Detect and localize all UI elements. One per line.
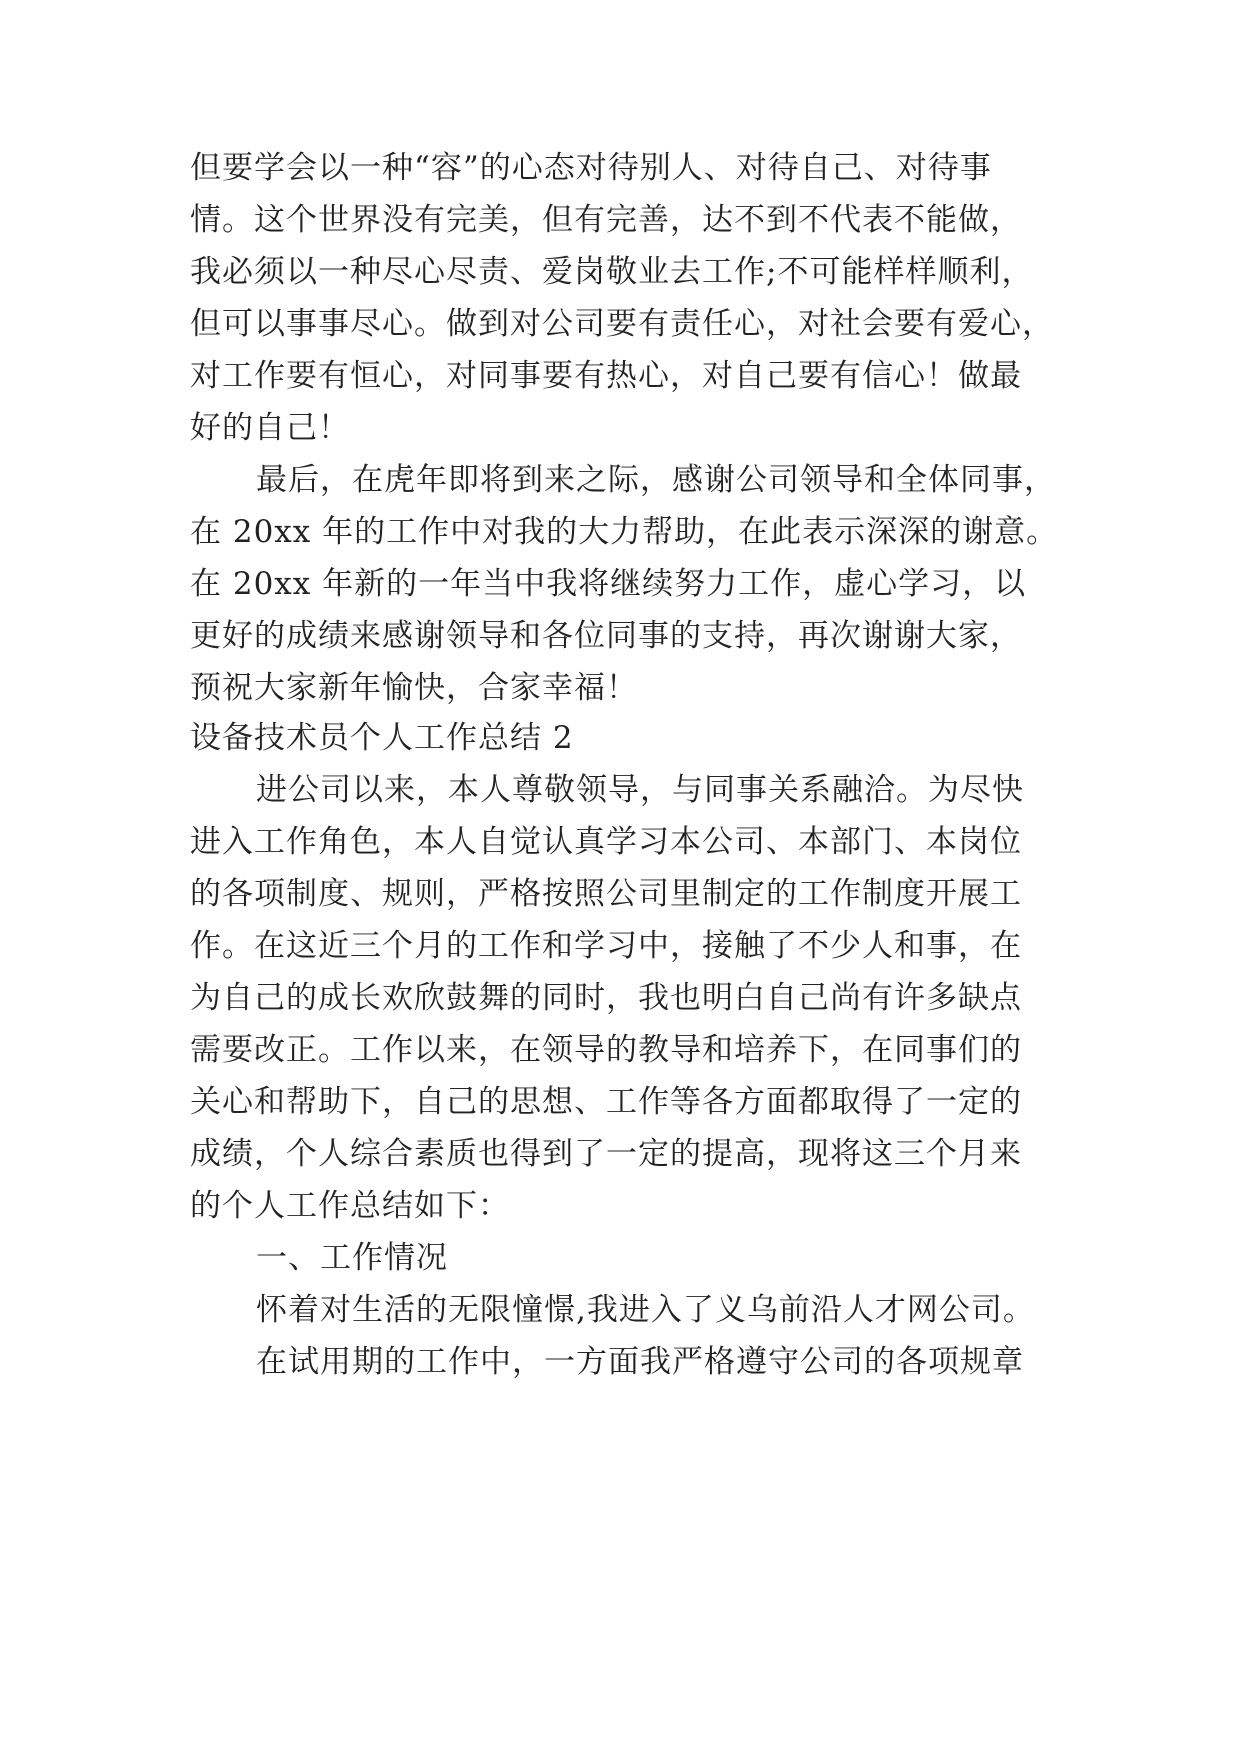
text-line: 好的自己！ xyxy=(190,410,350,446)
text-line: 需要改正。工作以来，在领导的教导和培养下，在同事们的 xyxy=(190,1032,1022,1068)
text-line: 更好的成绩来感谢领导和各位同事的支持，再次谢谢大家， xyxy=(190,618,1022,654)
text-line: 但要学会以一种“容”的心态对待别人、对待自己、对待事 xyxy=(190,150,992,186)
text-line: 我必须以一种尽心尽责、爱岗敬业去工作;不可能样样顺利， xyxy=(190,254,1034,290)
text-line: 在 20xx 年新的一年当中我将继续努力工作，虚心学习，以 xyxy=(190,566,1027,602)
text-line: 成绩，个人综合素质也得到了一定的提高，现将这三个月来 xyxy=(190,1136,1022,1172)
text-line: 的个人工作总结如下： xyxy=(190,1188,510,1224)
text-line: 预祝大家新年愉快，合家幸福！ xyxy=(190,670,638,706)
subsection-heading: 一、工作情况 xyxy=(256,1240,448,1276)
text-line: 关心和帮助下，自己的思想、工作等各方面都取得了一定的 xyxy=(190,1084,1022,1120)
text-line: 情。这个世界没有完美，但有完善，达不到不代表不能做， xyxy=(190,202,1022,238)
paragraph-start-line: 最后，在虎年即将到来之际，感谢公司领导和全体同事， xyxy=(256,462,1056,498)
section-heading: 设备技术员个人工作总结 2 xyxy=(190,720,574,756)
text-line: 对工作要有恒心，对同事要有热心，对自己要有信心！做最 xyxy=(190,358,1022,394)
text-line: 进入工作角色，本人自觉认真学习本公司、本部门、本岗位 xyxy=(190,824,1022,860)
text-line: 作。在这近三个月的工作和学习中，接触了不少人和事，在 xyxy=(190,928,1022,964)
paragraph-start-line: 在试用期的工作中，一方面我严格遵守公司的各项规章 xyxy=(256,1344,1024,1380)
paragraph-start-line: 怀着对生活的无限憧憬,我进入了义乌前沿人才网公司。 xyxy=(256,1292,1035,1328)
text-line: 为自己的成长欢欣鼓舞的同时，我也明白自己尚有许多缺点 xyxy=(190,980,1022,1016)
text-line: 但可以事事尽心。做到对公司要有责任心，对社会要有爱心， xyxy=(190,306,1054,342)
text-line: 在 20xx 年的工作中对我的大力帮助，在此表示深深的谢意。 xyxy=(190,514,1059,550)
paragraph-start-line: 进公司以来，本人尊敬领导，与同事关系融洽。为尽快 xyxy=(256,772,1024,808)
text-line: 的各项制度、规则，严格按照公司里制定的工作制度开展工 xyxy=(190,876,1022,912)
